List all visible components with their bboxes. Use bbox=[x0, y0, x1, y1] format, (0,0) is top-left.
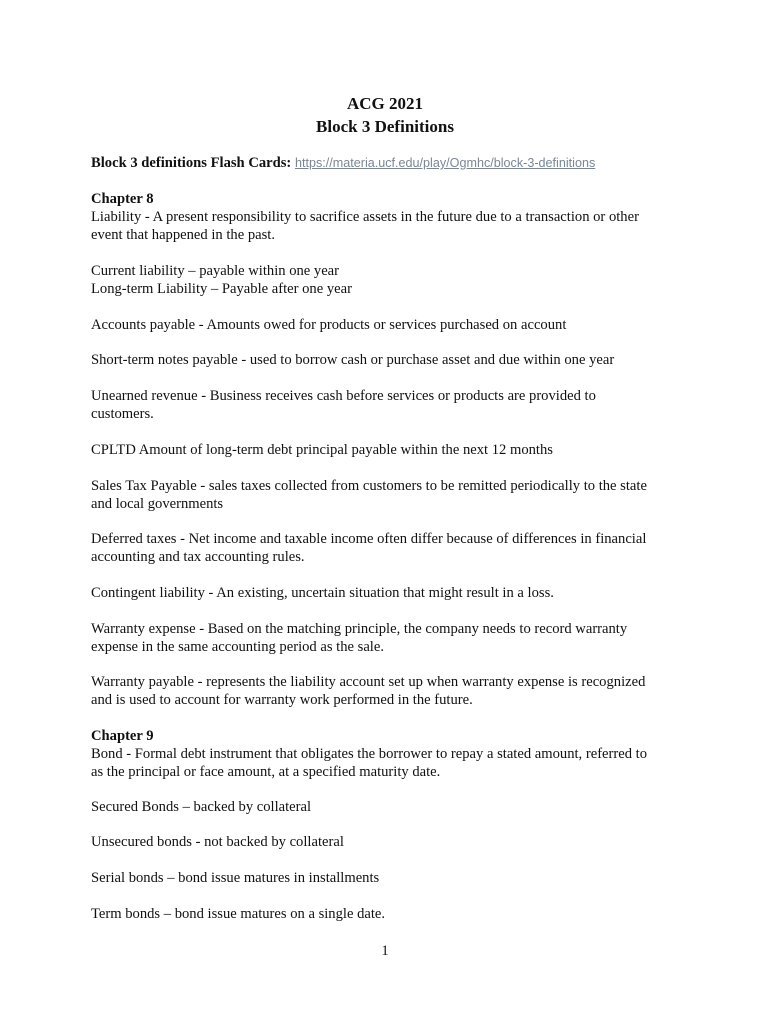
accounts-payable-definition: Accounts payable - Amounts owed for products or services purchased on account bbox=[91, 317, 567, 333]
chapter8-liability bbox=[91, 190, 681, 244]
warranty-expense-line2: expense in the same accounting period as the sale. bbox=[91, 639, 384, 655]
secured-bonds-definition: Secured Bonds – backed by collateral bbox=[91, 799, 312, 815]
warranty-payable-definition bbox=[91, 673, 681, 709]
term-bonds-definition: Term bonds – bond issue matures on a single date. bbox=[91, 906, 386, 922]
sales-tax-line2: and local governments bbox=[91, 496, 224, 512]
bond-definition-line2: as the principal or face amount, at a specified maturity date. bbox=[91, 764, 441, 780]
current-liability-definition: Current liability – payable within one year bbox=[91, 263, 340, 279]
deferred-taxes-line1: Deferred taxes - Net income and taxable income often differ because of differences in financial bbox=[91, 531, 647, 547]
document-title-course: ACG 2021 bbox=[346, 94, 424, 113]
warranty-expense-definition bbox=[91, 620, 681, 656]
warranty-expense-line1: Warranty expense - Based on the matching principle, the company needs to record warranty bbox=[91, 621, 628, 637]
flash-cards-line bbox=[91, 154, 681, 172]
sales-tax-definition bbox=[91, 477, 681, 513]
deferred-taxes-line2: accounting and tax accounting rules. bbox=[91, 549, 305, 565]
warranty-payable-line1: Warranty payable - represents the liability account set up when warranty expense is recognized bbox=[91, 674, 646, 690]
liability-definition-line2: event that happened in the past. bbox=[91, 227, 275, 243]
document-title-block: Block 3 Definitions bbox=[316, 117, 454, 136]
short-term-notes-definition: Short-term notes payable - used to borrow cash or purchase asset and due within one year bbox=[91, 352, 615, 368]
contingent-liability-definition: Contingent liability - An existing, uncertain situation that might result in a loss. bbox=[91, 585, 554, 601]
unsecured-bonds-definition: Unsecured bonds - not backed by collateral bbox=[91, 834, 344, 850]
page-number: 1 bbox=[381, 943, 389, 959]
deferred-taxes-definition bbox=[91, 530, 681, 566]
liability-types bbox=[91, 262, 681, 298]
chapter9-bond bbox=[91, 727, 681, 781]
unearned-revenue-definition bbox=[91, 387, 681, 423]
warranty-payable-line2: and is used to account for warranty work performed in the future. bbox=[91, 692, 473, 708]
unearned-revenue-line1: Unearned revenue - Business receives cash before services or products are provided to bbox=[91, 388, 596, 404]
unearned-revenue-line2: customers. bbox=[91, 406, 154, 422]
bond-definition-line1: Bond - Formal debt instrument that obligates the borrower to repay a stated amount, referred to bbox=[91, 746, 648, 762]
sales-tax-line1: Sales Tax Payable - sales taxes collected from customers to be remitted periodically to the state bbox=[91, 478, 647, 494]
liability-definition-line1: Liability - A present responsibility to sacrifice assets in the future due to a transaction or other bbox=[91, 209, 639, 225]
cpltd-definition: CPLTD Amount of long-term debt principal payable within the next 12 months bbox=[91, 442, 553, 458]
long-term-liability-definition: Long-term Liability – Payable after one year bbox=[91, 281, 352, 297]
flash-cards-label: Block 3 definitions Flash Cards: bbox=[91, 155, 292, 171]
flash-cards-link[interactable]: https://materia.ucf.edu/play/Ogmhc/block-3-definitions bbox=[294, 156, 596, 170]
chapter8-heading: Chapter 8 bbox=[91, 191, 154, 207]
serial-bonds-definition: Serial bonds – bond issue matures in installments bbox=[91, 870, 380, 886]
chapter9-heading: Chapter 9 bbox=[91, 728, 154, 744]
